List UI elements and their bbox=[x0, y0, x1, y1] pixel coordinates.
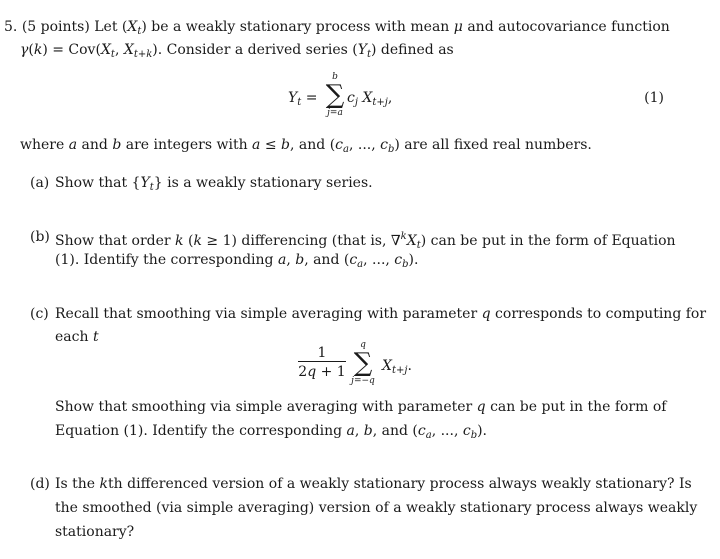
part-b-label: (b) bbox=[30, 229, 50, 245]
part-b-line2: (1). Identify the corresponding a, b, and ($c_a$, ..., $c_b$). bbox=[55, 252, 419, 270]
problem-intro-line2: $\gamma(k) = Cov(X_t$, $X_{t+k}$). Consider a derived series $(Y_t)$ defined as bbox=[20, 42, 454, 60]
part-b-line1: Show that order k (k ≥ 1) differencing (that is, $\nabla^kX_t$) can be put in the form of Equation bbox=[55, 231, 676, 251]
where-line: where a and b are integers with a ≤ b, and ($c_a$, ..., $c_b$) are all fixed real numbers. bbox=[20, 137, 592, 155]
equation-rhs: $c_j$ $X_{t+j}$, bbox=[347, 90, 393, 108]
summation-sign-c: q ∑ j=−q bbox=[351, 340, 375, 386]
part-c-line1: Recall that smoothing via simple averaging with parameter q corresponds to computing for bbox=[55, 306, 707, 322]
part-d-line1: Is the kth differenced version of a weakly stationary process always weakly stationary? Is bbox=[55, 476, 692, 492]
part-c-line3: Show that smoothing via simple averaging with parameter q can be put in the form of bbox=[55, 399, 667, 415]
part-c-line4: Equation (1). Identify the corresponding a, b, and ($c_a$, ..., $c_b$). bbox=[55, 423, 488, 441]
part-c-line2: each t bbox=[55, 329, 99, 345]
part-d-label: (d) bbox=[30, 476, 50, 492]
part-d-line2: the smoothed (via simple averaging) version of a weakly stationary process always weakly bbox=[55, 500, 698, 516]
problem-intro-line1: (5 points) Let $(X_t)$ be a weakly stationary process with mean μ and autocovariance function bbox=[21, 19, 670, 37]
fraction: $\frac{1}{2q + 1}$ bbox=[298, 345, 346, 380]
part-a-text: Show that $\{Y_t\}$ is a weakly stationary series. bbox=[55, 175, 373, 193]
problem-header bbox=[4, 18, 670, 41]
summation-sign: b ∑ j=a bbox=[325, 72, 345, 118]
part-c-label: (c) bbox=[30, 306, 49, 322]
equation-number: (1) bbox=[644, 90, 664, 106]
problem-number: 5. bbox=[4, 19, 18, 35]
part-a-label: (a) bbox=[30, 175, 50, 191]
equation-lhs: $Y_t$ = bbox=[288, 90, 318, 108]
part-d-line3: stationary? bbox=[55, 524, 135, 540]
smoothing-term: $X_{t+j}$. bbox=[382, 358, 412, 376]
